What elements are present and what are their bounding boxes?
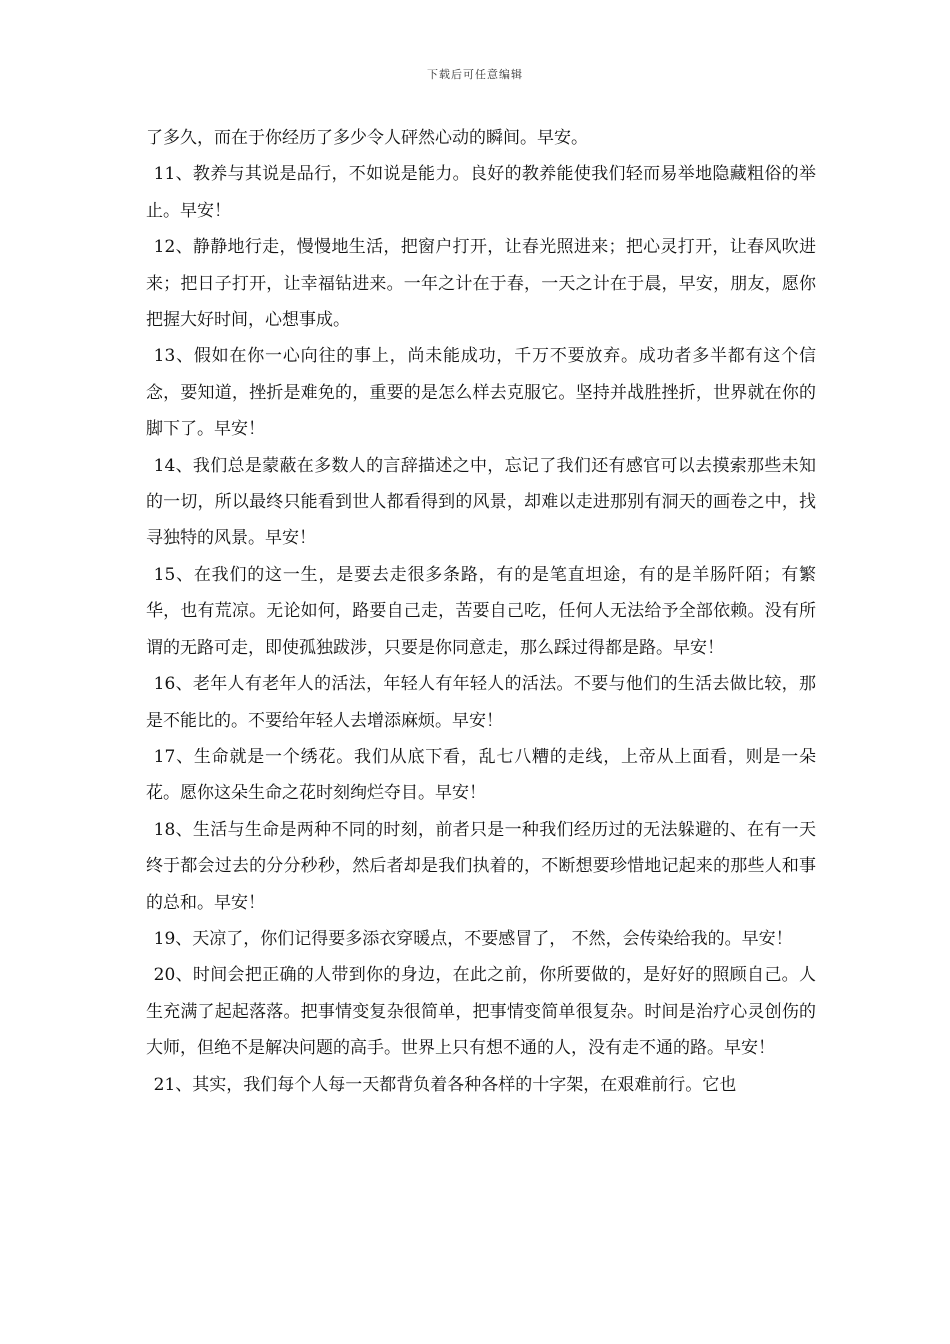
- paragraph-16: 16、老年人有老年人的活法，年轻人有年轻人的活法。不要与他们的生活去做比较，那是不能比的。不要给年轻人去增添麻烦。早安！: [146, 674, 816, 731]
- paragraph-11: 11、教养与其说是品行，不如说是能力。良好的教养能使我们轻而易举地隐藏粗俗的举止。早安！: [146, 164, 816, 221]
- paragraph-12: 12、静静地行走，慢慢地生活，把窗户打开，让春光照进来；把心灵打开，让春风吹进来；把日子打开，让幸福钻进来。一年之计在于春，一天之计在于晨，早安，朋友，愿你把握大好时间，心想事成。: [146, 237, 816, 331]
- paragraph-20: 20、时间会把正确的人带到你的身边，在此之前，你所要做的，是好好的照顾自己。人生充满了起起落落。把事情变复杂很简单，把事情变简单很复杂。时间是治疗心灵创伤的大师，但绝不是解决问题的高手。世界上只有想不通的人，没有走不通的路。早安！: [146, 965, 816, 1059]
- paragraph-19: 19、天凉了，你们记得要多添衣穿暖点，不要感冒了， 不然，会传染给我的。早安！: [153, 928, 793, 949]
- paragraph-15: 15、在我们的这一生，是要去走很多条路，有的是笔直坦途，有的是羊肠阡陌；有繁华，也有荒凉。无论如何，路要自己走，苦要自己吃，任何人无法给予全部依赖。没有所谓的无路可走，即使孤独跋涉，只要是你同意走，那么踩过得都是路。早安！: [146, 564, 816, 658]
- paragraph-14: 14、我们总是蒙蔽在多数人的言辞描述之中，忘记了我们还有感官可以去摸索那些未知的一切，所以最终只能看到世人都看得到的风景，却难以走进那别有洞天的画卷之中，找寻独特的风景。早安！: [146, 455, 816, 549]
- page-header: 下载后可任意编辑: [427, 68, 523, 81]
- paragraph-13: 13、假如在你一心向往的事上，尚未能成功，千万不要放弃。成功者多半都有这个信念，要知道，挫折是难免的，重要的是怎么样去克服它。坚持并战胜挫折，世界就在你的脚下了。早安！: [146, 346, 816, 440]
- paragraph-continuation: 了多久，而在于你经历了多少令人砰然心动的瞬间。早安。: [146, 128, 588, 148]
- paragraph-17: 17、生命就是一个绣花。我们从底下看，乱七八糟的走线，上帝从上面看，则是一朵花。愿你这朵生命之花时刻绚烂夺目。早安！: [146, 746, 816, 804]
- paragraph-21: 21、其实，我们每个人每一天都背负着各种各样的十字架，在艰难前行。它也: [153, 1074, 737, 1095]
- document-body: [146, 120, 816, 1103]
- paragraph-18: 18、生活与生命是两种不同的时刻，前者只是一种我们经历过的无法躲避的、在有一天终于都会过去的分分秒秒，然后者却是我们执着的，不断想要珍惜地记起来的那些人和事的总和。早安！: [146, 819, 816, 913]
